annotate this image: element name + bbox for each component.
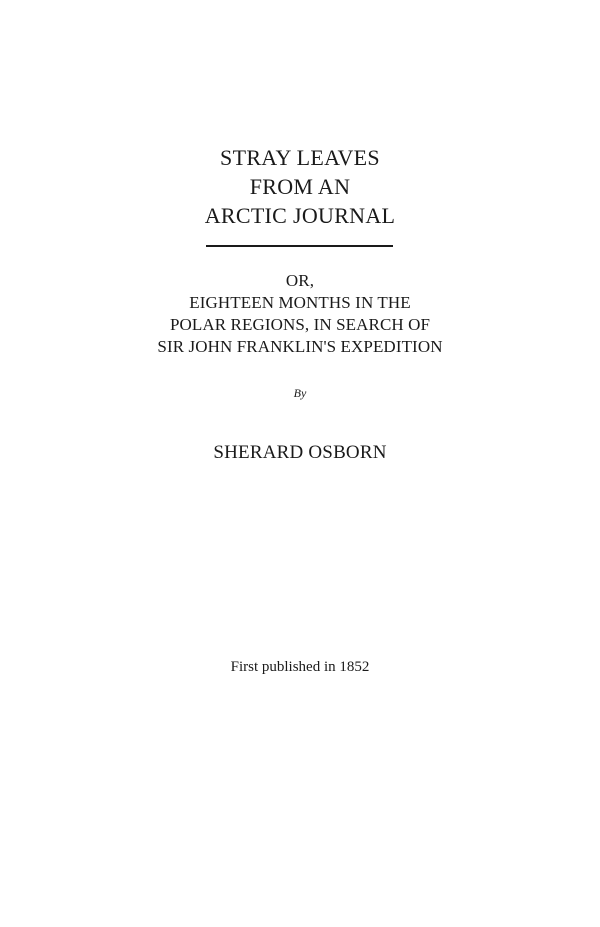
subtitle-line: SIR JOHN FRANKLIN'S EXPEDITION [157,337,443,356]
publication-note: First published in 1852 [230,659,370,675]
author-name: SHERARD OSBORN [213,442,387,463]
title-line: ARCTIC JOURNAL [204,203,396,228]
subtitle-line: POLAR REGIONS, IN SEARCH OF [169,315,431,334]
title-line: STRAY LEAVES [220,145,380,170]
subtitle-line: EIGHTEEN MONTHS IN THE [189,293,411,312]
book-subtitle [0,270,600,358]
title-divider [206,245,393,247]
subtitle-line: OR, [285,271,315,290]
title-line: FROM AN [249,174,351,199]
book-title [0,143,600,230]
byline: By [293,386,307,400]
